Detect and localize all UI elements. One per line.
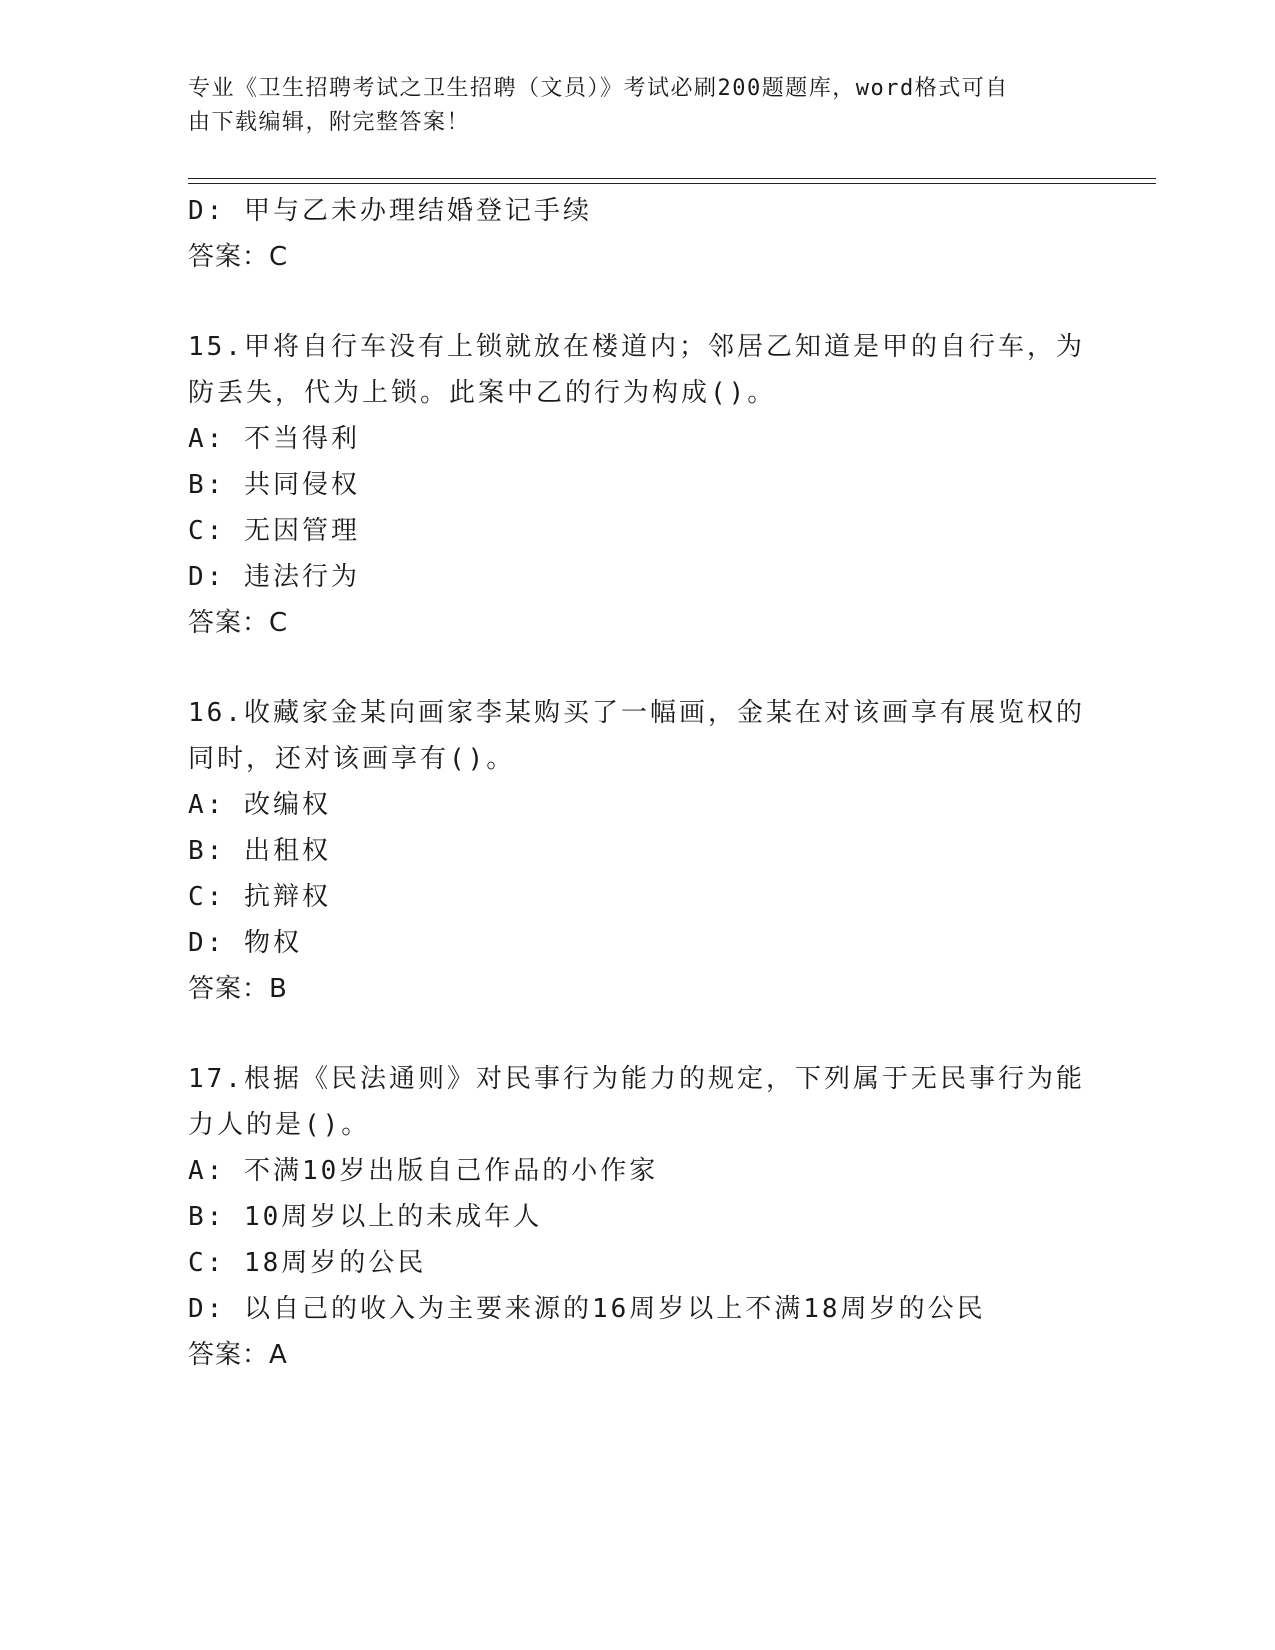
question-text-line: 16.收藏家金某向画家李某购买了一幅画，金某在对该画享有展览权的: [188, 698, 1085, 728]
option-d: D: 物权: [188, 928, 302, 958]
option-c: C: 18周岁的公民: [188, 1248, 427, 1278]
header-rule-top: [188, 178, 1156, 179]
option-d: D: 以自己的收入为主要来源的16周岁以上不满18周岁的公民: [188, 1294, 986, 1324]
header-line-2: 由下载编辑，附完整答案！: [188, 110, 471, 135]
option-a: A: 不满10岁出版自己作品的小作家: [188, 1156, 659, 1186]
option-b: B: 10周岁以上的未成年人: [188, 1202, 543, 1232]
answer-line: 答案：C: [188, 242, 289, 272]
answer-line: 答案：B: [188, 974, 288, 1004]
option-b: B: 共同侵权: [188, 470, 360, 500]
question-15: [188, 324, 1088, 646]
question-text-line: 力人的是()。: [188, 1110, 371, 1140]
option-c: C: 抗辩权: [188, 882, 331, 912]
question-text-line: 防丢失，代为上锁。此案中乙的行为构成()。: [188, 378, 777, 408]
question-list: [188, 188, 1088, 1378]
option-d: D: 违法行为: [188, 562, 360, 592]
question-17: [188, 1056, 1088, 1378]
header-rule-bottom: [188, 183, 1156, 184]
option-d: D: 甲与乙未办理结婚登记手续: [188, 196, 592, 226]
answer-line: 答案：A: [188, 1340, 288, 1370]
answer-line: 答案：C: [188, 608, 289, 638]
question-text-line: 同时，还对该画享有()。: [188, 744, 516, 774]
option-a: A: 不当得利: [188, 424, 360, 454]
header-line-1: 专业《卫生招聘考试之卫生招聘（文员）》考试必刷200题题库，word格式可自: [188, 76, 1009, 101]
option-c: C: 无因管理: [188, 516, 360, 546]
question-text-line: 15.甲将自行车没有上锁就放在楼道内；邻居乙知道是甲的自行车，为: [188, 332, 1085, 362]
document-header: [188, 72, 1088, 140]
option-a: A: 改编权: [188, 790, 331, 820]
option-b: B: 出租权: [188, 836, 331, 866]
previous-question-tail: [188, 188, 1088, 280]
question-16: [188, 690, 1088, 1012]
question-text-line: 17.根据《民法通则》对民事行为能力的规定，下列属于无民事行为能: [188, 1064, 1085, 1094]
